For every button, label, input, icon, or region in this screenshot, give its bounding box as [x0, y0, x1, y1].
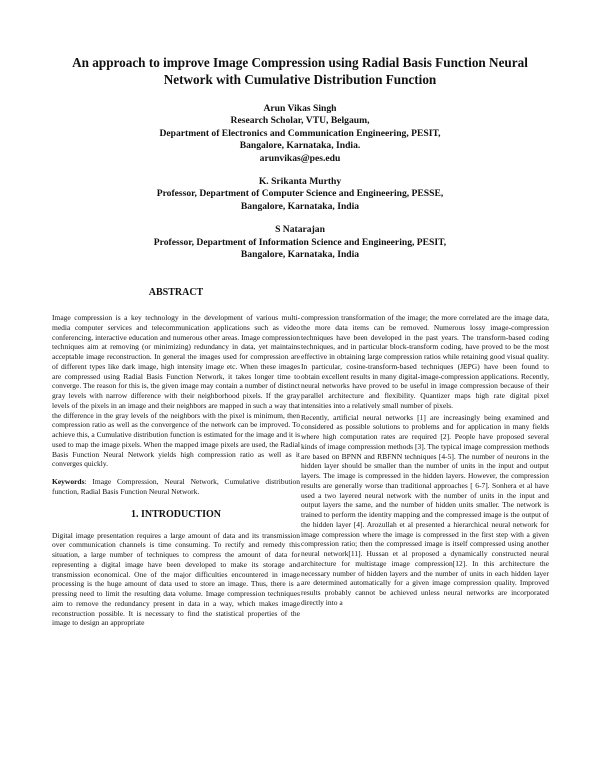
author-block-1 — [40, 103, 560, 165]
title-line-1: An approach to improve Image Compression using Radial Basis Function Neural — [72, 55, 528, 70]
author-name: Arun Vikas Singh — [263, 103, 337, 114]
body-paragraph: Recently, artificial neural networks [1] are increasingly being examined and considered as possible solutions to problems and for application in many fields where high computation rates are required [2]. People have proposed several kinds of image compression methods [3]. The typical image compression methods are based on BPNN and RBFNN techniques [4-5]. The number of neurons in the hidden layer should be smaller than the number of units in the input and output layers. The image is compressed in the hidden layers. However, the compression results are generally worse than traditional approaches [ 6-7]. Sonhera et al have used a two layered neural network with the number of units in the input and output layers the same, and the number of hidden units smaller. The network is trained to perform the identity mapping and the compressed image is the output of the hidden layer [4]. Arozullah et al presented a hierarchical neural network for image compression where the image is compressed in the first step with a given compression ratio; then the compressed image is itself compressed using another neural network[11]. Hussan et al proposed a dynamically constructed neural architecture for multistage image compression[12]. In this architecture the necessary number of hidden layers and the number of units in each hidden layer are determined automatically for a given image compression quality. Improved results probably cannot be achieved unless neural networks are incorporated directly into a — [301, 412, 549, 607]
keywords-text: : Image Compression, Neural Network, Cumulative distribution function, Radial Basis Function Neural Network. — [52, 477, 300, 496]
abstract-text: Image compression is a key technology in the development of various multi-media computer services and telecommunication applications such as video conferencing, interactive education and numerous other areas. Image compression techniques aim at removing (or minimizing) redundancy in data, yet maintains acceptable image reconstruction. In general the images used for compression are of different types like dark image, high intensity image etc. When these images are compressed using Radial Basis Function Network, it takes longer time to converge. The reason for this is, the given image may contain a number of distinct gray levels with narrow difference with their neighborhood pixels. If the gray levels of the pixels in an image and their neighbors are mapped in such a way that the difference in the gray levels of the neighbors with the pixel is minimum, then compression ratio as well as the convergence of the network can be improved. To achieve this, a Cumulative distribution function is estimated for the image and it is used to map the image pixels. When the mapped image pixels are used, the Radial Basis Function Neural Network yields high compression ratio as well as it converges quickly. — [52, 313, 300, 469]
author-affiliation: Research Scholar, VTU, Belgaum, — [230, 115, 370, 127]
author-affiliation: Professor, Department of Information Science and Engineering, PESIT, — [153, 236, 447, 248]
introduction-heading: 1. INTRODUCTION — [130, 508, 221, 520]
abstract-heading: ABSTRACT — [148, 287, 204, 298]
right-column — [301, 313, 549, 608]
left-column — [52, 287, 300, 628]
title-line-2: Network with Cumulative Distribution Function — [163, 72, 437, 87]
keywords — [52, 477, 300, 497]
paper-title — [40, 54, 560, 88]
author-block-2 — [40, 176, 560, 213]
author-affiliation: Professor, Department of Computer Science and Engineering, PESSE, — [156, 188, 444, 200]
author-affiliation: Department of Electronics and Communication Engineering, PESIT, — [159, 127, 441, 139]
author-block-3 — [40, 224, 560, 261]
author-email: arunvikas@pes.edu — [259, 152, 341, 164]
author-name: S Natarajan — [275, 224, 325, 236]
body-paragraph: compression transformation of the image; the more correlated are the image data, the more data items can be removed. Numerous lossy image-compression techniques have been developed in the past years. The transform-based coding techniques, and in particular block-transform coding, have proved to be the most effective in obtaining large compression ratios while retaining good visual quality. In particular, cosine-transform-based techniques (JEPG) have been found to obtain excellent results in many digital-image-compression applications. Recently, neural networks have proved to be useful in image compression because of their parallel architecture and flexibility. Quantizer maps high rate digital pixel intensities into a relatively small number of pixels. — [301, 313, 549, 410]
author-affiliation: Bangalore, Karnataka, India. — [239, 140, 361, 152]
introduction-text: Digital image presentation requires a large amount of data and its transmission over communication channels is time consuming. To rectify and remedy this situation, a large number of techniques to compress the amount of data for representing a digital image have been developed to make its storage and transmission economical. One of the major difficulties encountered in image processing is the huge amount of data used to store an image. Thus, there is a pressing need to limit the resulting data volume. Image compression techniques aim to remove the redundancy present in data in a way, which makes image reconstruction possible. It is necessary to find the statistical properties of the image to design an appropriate — [52, 530, 300, 628]
author-name: K. Srikanta Murthy — [258, 176, 342, 188]
author-list — [40, 103, 560, 272]
keywords-label: Keywords — [52, 477, 85, 486]
author-affiliation: Bangalore, Karnataka, India — [240, 200, 360, 212]
author-affiliation: Bangalore, Karnataka, India — [240, 249, 360, 261]
